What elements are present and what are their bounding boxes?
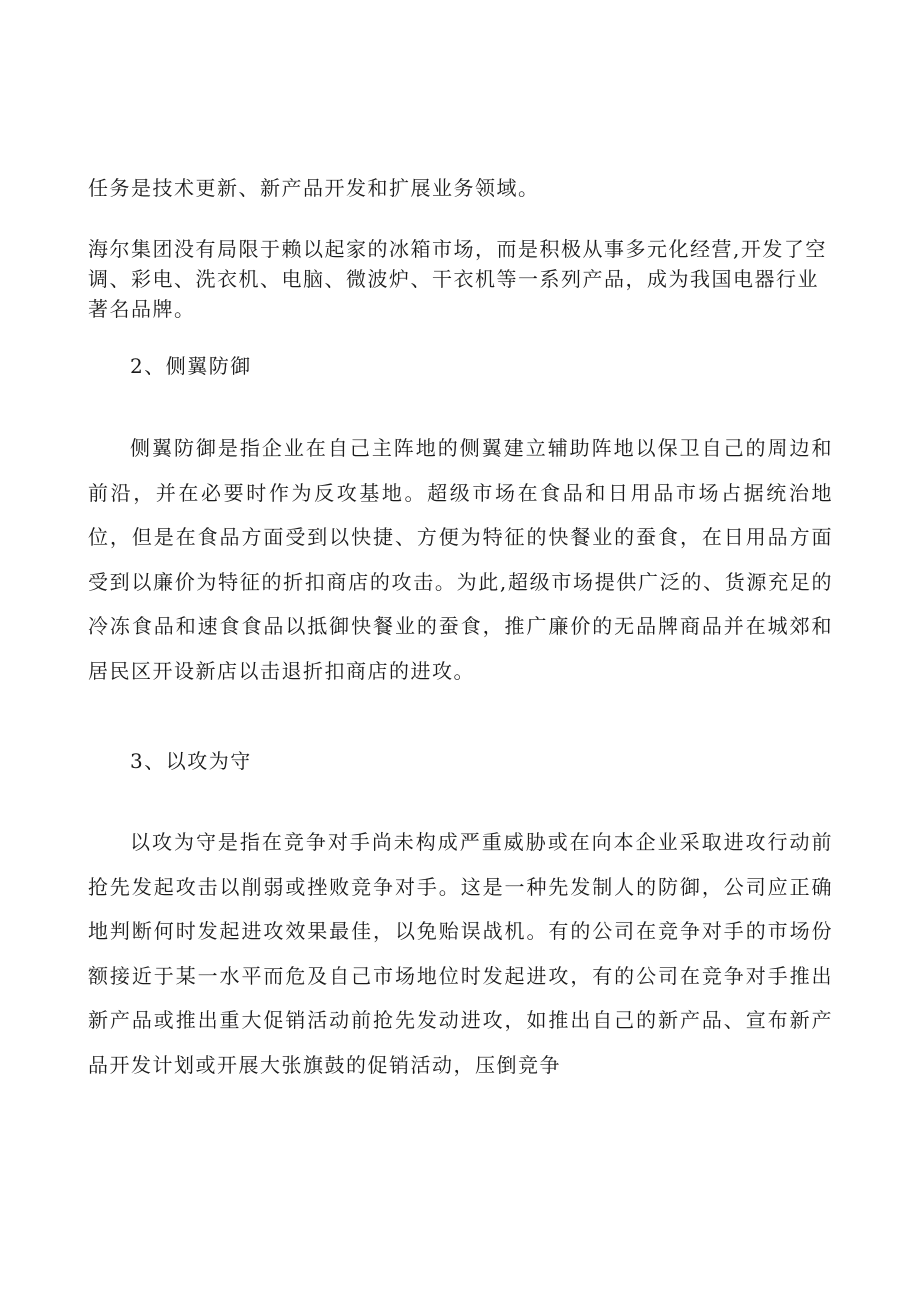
paragraph-flank-defense: 侧翼防御是指企业在自己主阵地的侧翼建立辅助阵地以保卫自己的周边和前沿，并在必要时作为反攻基地。超级市场在食品和日用品市场占据统治地位，但是在食品方面受到以快捷、方便为特征的快餐业的蚕食，在日用品方面受到以廉价为特征的折扣商店的攻击。为此,超级市场提供广泛的、货源充足的冷冻食品和速食食品以抵御快餐业的蚕食，推广廉价的无品牌商品并在城郊和居民区开设新店以击退折扣商店的进攻。	[88, 436, 833, 683]
paragraph-preemptive-defense: 以攻为守是指在竞争对手尚未构成严重威胁或在向本企业采取进攻行动前抢先发起攻击以削弱或挫败竞争对手。这是一种先发制人的防御，公司应正确地判断何时发起进攻效果最佳，以免贻误战机。有的公司在竞争对手的市场份额接近于某一水平而危及自己市场地位时发起进攻，有的公司在竞争对手推出新产品或推出重大促销活动前抢先发动进攻，如推出自己的新产品、宣布新产品开发计划或开展大张旗鼓的促销活动，压倒竞争	[88, 830, 833, 1077]
paragraph-haier: 海尔集团没有局限于赖以起家的冰箱市场，而是积极从事多元化经营,开发了空调、彩电、洗衣机、电脑、微波炉、干衣机等一系列产品，成为我国电器行业著名品牌。	[88, 237, 827, 321]
section-heading-preemptive-defense: 3、以攻为守	[130, 749, 252, 773]
section-heading-flank-defense: 2、侧翼防御	[130, 354, 252, 378]
paragraph-task: 任务是技术更新、新产品开发和扩展业务领域。	[88, 176, 540, 200]
